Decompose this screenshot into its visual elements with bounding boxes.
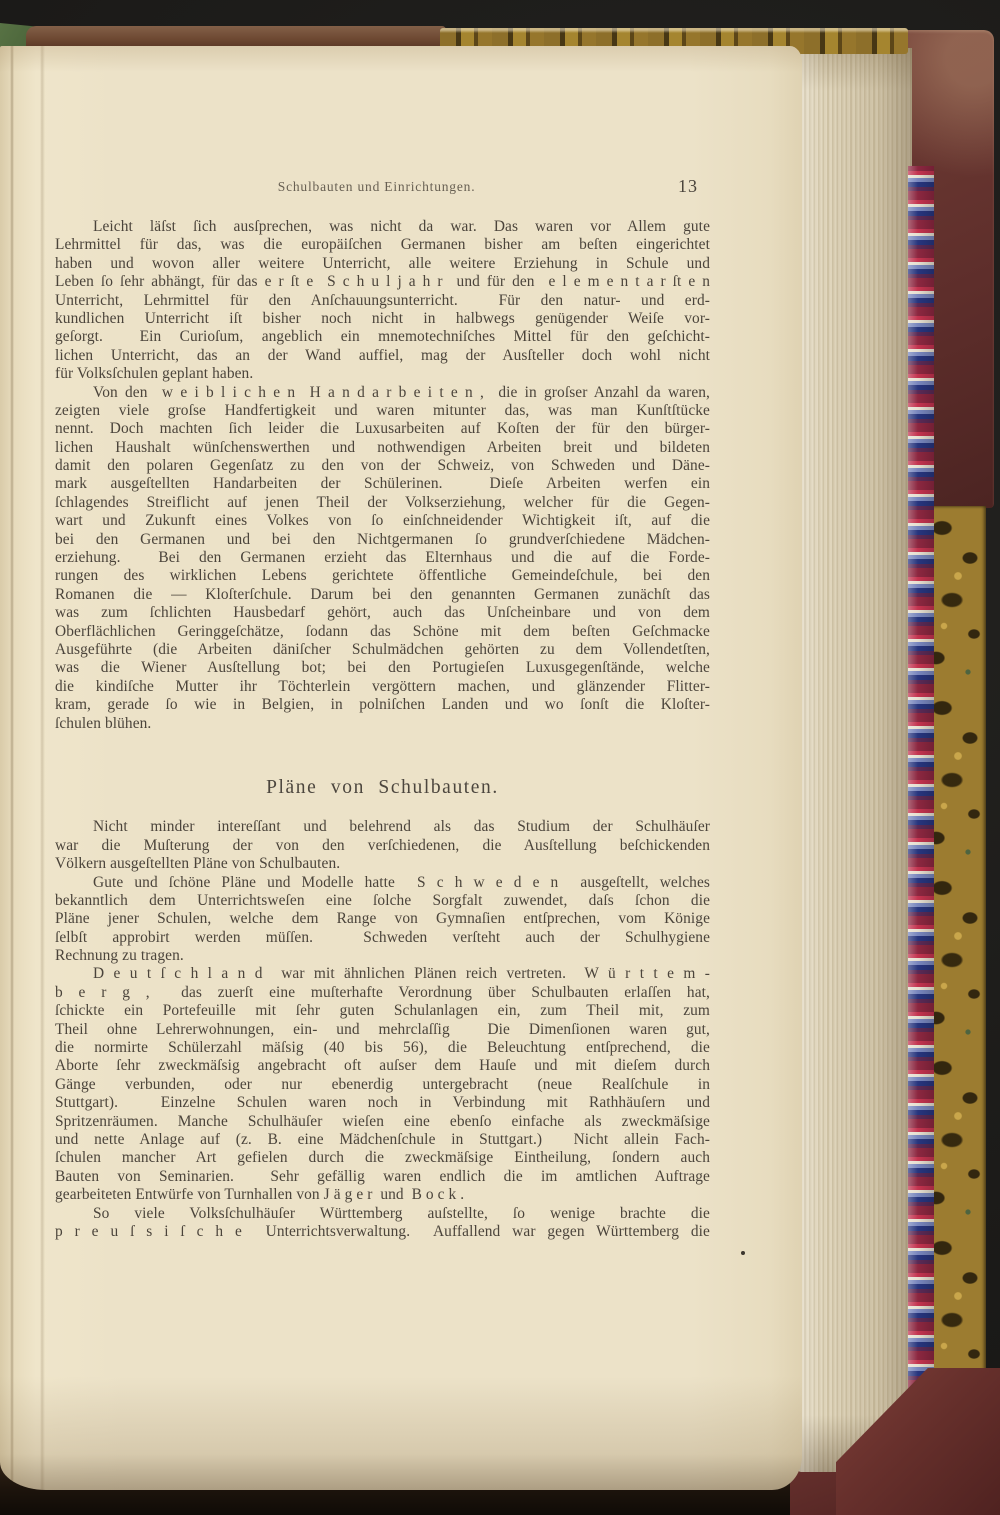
text-line: Romanen die — Kloſterſchule. Darum bei den genannten Germanen zunächſt das: [55, 585, 710, 603]
text-line: Lehrmittel für das, was die europäiſchen Germanen bisher am beſten eingerichtet: [55, 236, 710, 254]
book-page: [0, 46, 802, 1490]
text-line: rungen des wirklichen Lebens gerichtete öffentliche Gemeindeſchule, bei den: [55, 567, 710, 585]
text-line: wart und Zukunft eines Volkes von ſo einſchneidender Wichtigkeit iſt, auf die: [55, 512, 710, 530]
page-header: [55, 176, 710, 200]
text-line: So viele Volksſchulhäuſer Württemberg auſstellte, ſo wenige brachte die: [93, 1204, 710, 1222]
marbled-board-cover: [928, 506, 986, 1372]
text-line: was die Wiener Ausſtellung bot; bei den Portugieſen Luxusgegenſtände, welche: [55, 659, 710, 677]
text-line: die kindiſche Mutter ihr Töchterlein vergöttern machen, und glänzender Flitter-: [55, 677, 710, 695]
text-line: Theil ohne Lehrerwohnungen, ein- und mehrclaſſig Die Dimenſionen waren gut,: [55, 1020, 710, 1038]
text-line: für Volksſchulen geplant haben.: [55, 365, 254, 383]
text-line: ſchulen mancher Art gefielen durch die zweckmäſsige Eintheilung, ſondern auch: [55, 1149, 710, 1167]
text-line: b e r g , das zuerſt eine muſterhafte Verordnung über Schulbauten erlaſſen hat,: [55, 983, 710, 1001]
text-line: kundlichen Unterricht iſt bisher noch nicht in halbwegs genügender Weiſe vor-: [55, 309, 710, 327]
text-line: lichen Unterricht, das an der Wand auffiel, mag der Ausſteller doch wohl nicht: [55, 346, 710, 364]
paragraph: [55, 218, 710, 384]
text-line: D e u t ſ c h l a n d war mit ähnlichen Plänen reich vertreten. W ü r t t e m -: [93, 965, 710, 983]
text-line: ſchickte ein Portefeuille mit ſehr guten Schulanlagen ein, zum Theil mit, zum: [55, 1002, 710, 1020]
marbled-endpaper-edge: [908, 166, 934, 1472]
text-line: Oberflächlichen Geringgeſchätze, ſodann das Schöne mit dem beſten Geſchmacke: [55, 622, 710, 640]
paragraph: [55, 1205, 710, 1242]
text-line: die normirte Schülerzahl mäſsig (40 bis 56), die Beleuchtung entſprechend, die: [55, 1039, 710, 1057]
text-line: Spritzenräumen. Manche Schulhäuſer wieſen eine ebenſo einfache als zweckmäſsige: [55, 1112, 710, 1130]
text-line: Aborte ſehr zweckmäſsig angebracht oft auſser dem Hauſe und mit dieſem durch: [55, 1057, 710, 1075]
text-block: [55, 218, 710, 1241]
text-line: ſelbſt approbirt werden müſſen. Schweden verſteht auch der Schulhygiene: [55, 928, 710, 946]
text-line: Nicht minder intereſſant und belehrend als das Studium der Schulhäuſer: [93, 818, 710, 836]
text-line: nennt. Doch machten ſich leider die Luxusarbeiten auf Koſten der für den bürger-: [55, 420, 710, 438]
running-title: Schulbauten und Einrichtungen.: [277, 179, 476, 194]
text-line: lichen Haushalt wünſchenswerthen und nothwendigen Arbeiten breit und bildeten: [55, 438, 710, 456]
text-line: Unterricht, Lehrmittel für den Anſchauungsunterricht. Für den natur- und erd-: [55, 291, 710, 309]
text-line: Bauten von Seminarien. Sehr gefällig waren endlich die im amtlichen Auftrage: [55, 1167, 710, 1185]
text-line: haben und wovon aller weitere Unterricht, alle weitere Erziehung in Schule und: [55, 254, 710, 272]
text-line: Von den w e i b l i c h e n H a n d a r b e i t e n , die in groſser Anzahl da waren,: [93, 383, 710, 401]
paragraph: [55, 818, 710, 873]
text-line: gearbeiteten Entwürfe von Turnhallen von J ä g e r und B o c k .: [55, 1186, 465, 1204]
text-line: p r e u ſ s i ſ c h e Unterrichtsverwaltung. Auffallend war gegen Württemberg die: [55, 1222, 710, 1240]
text-line: was zum ſchlichten Hausbedarf gehört, auch das Unſcheinbare und von dem: [55, 604, 710, 622]
text-line: Gänge verbunden, oder nur ebenerdig untergebracht (neue Realſchule in: [55, 1075, 710, 1093]
text-line: Gute und ſchöne Pläne und Modelle hatte S c h w e d e n ausgeſtellt, welches: [93, 873, 710, 891]
paragraph: [55, 874, 710, 966]
page-edges-stack: [798, 48, 912, 1472]
text-line: Völkern ausgeſtellten Pläne von Schulbauten.: [55, 855, 341, 873]
text-line: damit den polaren Gegenſatz zu den von der Schweiz, von Schweden und Däne-: [55, 457, 710, 475]
ink-speck: [741, 1251, 745, 1255]
text-line: erziehung. Bei den Germanen erzieht das Elternhaus und die auf die Forde-: [55, 549, 710, 567]
text-line: bekanntlich dem Unterrichtsweſen eine ſolche Sorgfalt zuwendet, daſs ſchon die: [55, 891, 710, 909]
text-line: kram, gerade ſo wie in Belgien, in polniſchen Landen und wo ſonſt die Kloſter-: [55, 696, 710, 714]
text-line: und nette Anlage auf (z. B. eine Mädchenſchule in Stuttgart.) Nicht allein Fach-: [55, 1130, 710, 1148]
text-line: Pläne jener Schulen, welche dem Range von Gymnaſien entſprechen, vom Könige: [55, 910, 710, 928]
text-line: zeigten viele groſse Handfertigkeit und waren mitunter das, was man Kunſtſtücke: [55, 401, 710, 419]
text-line: ſchlagendes Streiflicht auf jenen Theil der Volkserziehung, welcher für die Gegen-: [55, 493, 710, 511]
text-line: Stuttgart). Einzelne Schulen waren noch in Verbindung mit Rathhäuſern und: [55, 1094, 710, 1112]
paragraph: [55, 384, 710, 733]
section-heading: Pläne von Schulbauten.: [266, 776, 499, 798]
text-line: ſchulen blühen.: [55, 714, 152, 732]
page-number: 13: [678, 176, 698, 196]
text-line: mark ausgeſtellten Handarbeiten der Schülerinen. Dieſe Arbeiten werfen ein: [55, 475, 710, 493]
text-line: Rechnung zu tragen.: [55, 947, 184, 965]
text-line: war die Muſterung der von den verſchiedenen, die Ausſtellung beſchickenden: [55, 836, 710, 854]
text-line: Leicht läſst ſich ausſprechen, was nicht da war. Das waren vor Allem gute: [93, 218, 710, 235]
text-line: Ausgeführte (die Arbeiten däniſcher Schulmädchen gehörten zu dem Vollendetſten,: [55, 640, 710, 658]
paragraph: [55, 965, 710, 1204]
text-line: bei den Germanen und bei den Nichtgermanen ſo grundverſchiedene Mädchen-: [55, 530, 710, 548]
text-line: geſorgt. Ein Curioſum, angeblich ein mnemotechniſches Mittel für den geſchicht-: [55, 328, 710, 346]
text-line: Leben ſo ſehr abhängt, für das e r ſt e S c h u l j a h r und für den e l e m e n t a r ſt e n: [55, 273, 710, 291]
